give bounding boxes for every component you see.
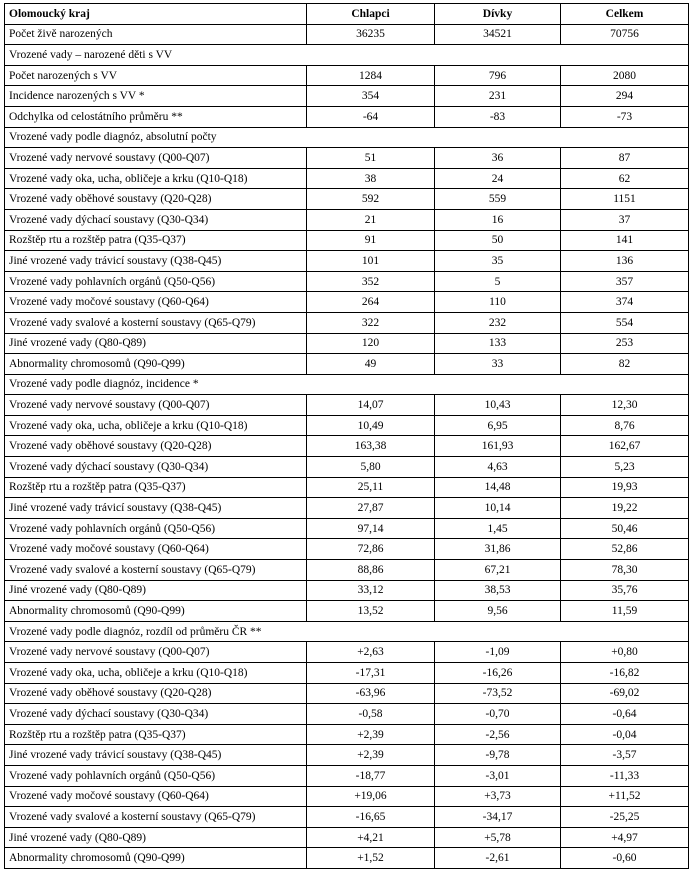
row-label: Vrozené vady svalové a kosterní soustavy (Q65-Q79) [5, 807, 307, 828]
table-row [5, 415, 689, 436]
value-boys: 14,07 [307, 395, 435, 416]
value-girls: 33 [435, 354, 561, 375]
row-label: Vrozené vady pohlavních orgánů (Q50-Q56) [5, 765, 307, 786]
value-girls: 110 [435, 292, 561, 313]
value-total: -16,82 [561, 663, 689, 684]
value-boys: 21 [307, 209, 435, 230]
row-label: Vrozené vady oběhové soustavy (Q20-Q28) [5, 683, 307, 704]
table-row [5, 106, 689, 127]
value-girls: -1,09 [435, 642, 561, 663]
value-girls: 232 [435, 312, 561, 333]
row-label: Vrozené vady nervové soustavy (Q00-Q07) [5, 395, 307, 416]
value-boys: +1,52 [307, 848, 435, 869]
value-girls: 36 [435, 148, 561, 169]
value-boys: 163,38 [307, 436, 435, 457]
value-total: 162,67 [561, 436, 689, 457]
header-row [5, 4, 689, 25]
section-row [5, 127, 689, 148]
table-row [5, 292, 689, 313]
value-girls: 231 [435, 86, 561, 107]
table-row [5, 724, 689, 745]
value-girls: 1,45 [435, 518, 561, 539]
value-girls: -16,26 [435, 663, 561, 684]
table-row [5, 65, 689, 86]
value-girls: -83 [435, 106, 561, 127]
value-boys: 101 [307, 251, 435, 272]
row-label: Abnormality chromosomů (Q90-Q99) [5, 848, 307, 869]
document-page [4, 3, 688, 869]
value-total: -0,60 [561, 848, 689, 869]
value-total: -25,25 [561, 807, 689, 828]
row-label: Jiné vrozené vady trávicí soustavy (Q38-Q45) [5, 251, 307, 272]
table-row [5, 518, 689, 539]
row-label: Incidence narozených s VV * [5, 86, 307, 107]
row-label: Jiné vrozené vady (Q80-Q89) [5, 580, 307, 601]
value-boys: 10,49 [307, 415, 435, 436]
value-boys: 322 [307, 312, 435, 333]
value-boys: 354 [307, 86, 435, 107]
header-region: Olomoucký kraj [5, 4, 307, 25]
value-girls: +5,78 [435, 827, 561, 848]
value-girls: 10,43 [435, 395, 561, 416]
value-total: 374 [561, 292, 689, 313]
value-total: 35,76 [561, 580, 689, 601]
section-label: Vrozené vady – narozené děti s VV [5, 45, 689, 66]
row-label: Jiné vrozené vady trávicí soustavy (Q38-Q45) [5, 498, 307, 519]
value-total: 253 [561, 333, 689, 354]
value-girls: 4,63 [435, 457, 561, 478]
table-row [5, 251, 689, 272]
row-label: Vrozené vady oka, ucha, obličeje a krku (Q10-Q18) [5, 415, 307, 436]
table-row [5, 827, 689, 848]
row-label: Vrozené vady oběhové soustavy (Q20-Q28) [5, 436, 307, 457]
table-row [5, 354, 689, 375]
header-boys: Chlapci [307, 4, 435, 25]
value-total: 2080 [561, 65, 689, 86]
value-total: 52,86 [561, 539, 689, 560]
value-boys: 27,87 [307, 498, 435, 519]
value-boys: 592 [307, 189, 435, 210]
value-girls: 6,95 [435, 415, 561, 436]
row-label: Vrozené vady nervové soustavy (Q00-Q07) [5, 148, 307, 169]
value-girls: 161,93 [435, 436, 561, 457]
row-label: Abnormality chromosomů (Q90-Q99) [5, 354, 307, 375]
table-row [5, 745, 689, 766]
row-label: Vrozené vady pohlavních orgánů (Q50-Q56) [5, 518, 307, 539]
statistics-table [4, 3, 689, 869]
row-label: Odchylka od celostátního průměru ** [5, 106, 307, 127]
value-total: 554 [561, 312, 689, 333]
value-total: 294 [561, 86, 689, 107]
row-label: Jiné vrozené vady trávicí soustavy (Q38-Q45) [5, 745, 307, 766]
row-label: Vrozené vady dýchací soustavy (Q30-Q34) [5, 209, 307, 230]
value-girls: -0,70 [435, 704, 561, 725]
value-boys: 264 [307, 292, 435, 313]
row-label: Vrozené vady svalové a kosterní soustavy (Q65-Q79) [5, 312, 307, 333]
table-row [5, 395, 689, 416]
value-boys: 49 [307, 354, 435, 375]
table-row [5, 148, 689, 169]
table-row [5, 209, 689, 230]
value-girls: +3,73 [435, 786, 561, 807]
value-girls: 67,21 [435, 560, 561, 581]
value-girls: 796 [435, 65, 561, 86]
row-label: Rozštěp rtu a rozštěp patra (Q35-Q37) [5, 477, 307, 498]
section-label: Vrozené vady podle diagnóz, rozdíl od průměru ČR ** [5, 621, 689, 642]
value-boys: 25,11 [307, 477, 435, 498]
value-total: +4,97 [561, 827, 689, 848]
table-row [5, 498, 689, 519]
value-girls: 31,86 [435, 539, 561, 560]
value-girls: 133 [435, 333, 561, 354]
value-total: 19,93 [561, 477, 689, 498]
header-total: Celkem [561, 4, 689, 25]
value-total: 12,30 [561, 395, 689, 416]
table-row [5, 786, 689, 807]
value-total: 50,46 [561, 518, 689, 539]
value-boys: 51 [307, 148, 435, 169]
row-label: Jiné vrozené vady (Q80-Q89) [5, 827, 307, 848]
value-total: 11,59 [561, 601, 689, 622]
value-boys: -16,65 [307, 807, 435, 828]
value-boys: -64 [307, 106, 435, 127]
value-girls: -73,52 [435, 683, 561, 704]
value-boys: -63,96 [307, 683, 435, 704]
table-row [5, 642, 689, 663]
value-boys: +2,63 [307, 642, 435, 663]
value-girls: -2,56 [435, 724, 561, 745]
value-boys: 33,12 [307, 580, 435, 601]
value-girls: 50 [435, 230, 561, 251]
value-boys: -17,31 [307, 663, 435, 684]
value-boys: 91 [307, 230, 435, 251]
value-total: 78,30 [561, 560, 689, 581]
table-row [5, 601, 689, 622]
row-label: Počet narozených s VV [5, 65, 307, 86]
table-row [5, 333, 689, 354]
value-boys: 352 [307, 271, 435, 292]
value-girls: 38,53 [435, 580, 561, 601]
value-total: 136 [561, 251, 689, 272]
table-row [5, 189, 689, 210]
value-boys: -0,58 [307, 704, 435, 725]
value-total: 1151 [561, 189, 689, 210]
value-boys: 5,80 [307, 457, 435, 478]
row-label: Rozštěp rtu a rozštěp patra (Q35-Q37) [5, 724, 307, 745]
value-girls: 16 [435, 209, 561, 230]
value-girls: -34,17 [435, 807, 561, 828]
table-row [5, 807, 689, 828]
table-row [5, 560, 689, 581]
row-label: Počet živě narozených [5, 24, 307, 45]
table-body [5, 24, 689, 868]
value-total: -11,33 [561, 765, 689, 786]
value-boys: 88,86 [307, 560, 435, 581]
section-row [5, 621, 689, 642]
value-total: -0,04 [561, 724, 689, 745]
value-boys: 120 [307, 333, 435, 354]
value-girls: 24 [435, 168, 561, 189]
row-label: Jiné vrozené vady (Q80-Q89) [5, 333, 307, 354]
value-total: -69,02 [561, 683, 689, 704]
table-row [5, 24, 689, 45]
row-label: Vrozené vady dýchací soustavy (Q30-Q34) [5, 704, 307, 725]
value-girls: 559 [435, 189, 561, 210]
value-total: 5,23 [561, 457, 689, 478]
section-row [5, 374, 689, 395]
value-girls: 9,56 [435, 601, 561, 622]
table-row [5, 683, 689, 704]
row-label: Rozštěp rtu a rozštěp patra (Q35-Q37) [5, 230, 307, 251]
value-girls: 34521 [435, 24, 561, 45]
value-boys: 38 [307, 168, 435, 189]
table-row [5, 86, 689, 107]
header-girls: Dívky [435, 4, 561, 25]
table-row [5, 168, 689, 189]
value-boys: 72,86 [307, 539, 435, 560]
section-label: Vrozené vady podle diagnóz, incidence * [5, 374, 689, 395]
value-total: 37 [561, 209, 689, 230]
value-total: +0,80 [561, 642, 689, 663]
value-boys: +2,39 [307, 745, 435, 766]
value-boys: -18,77 [307, 765, 435, 786]
value-boys: 1284 [307, 65, 435, 86]
row-label: Vrozené vady oka, ucha, obličeje a krku (Q10-Q18) [5, 663, 307, 684]
value-total: 87 [561, 148, 689, 169]
value-total: -3,57 [561, 745, 689, 766]
value-total: 70756 [561, 24, 689, 45]
table-row [5, 848, 689, 869]
value-girls: -9,78 [435, 745, 561, 766]
row-label: Vrozené vady močové soustavy (Q60-Q64) [5, 292, 307, 313]
value-total: 82 [561, 354, 689, 375]
table-row [5, 230, 689, 251]
row-label: Vrozené vady močové soustavy (Q60-Q64) [5, 539, 307, 560]
value-boys: 13,52 [307, 601, 435, 622]
value-total: -0,64 [561, 704, 689, 725]
table-row [5, 765, 689, 786]
value-total: 62 [561, 168, 689, 189]
value-boys: +4,21 [307, 827, 435, 848]
table-row [5, 477, 689, 498]
value-girls: 35 [435, 251, 561, 272]
value-girls: -3,01 [435, 765, 561, 786]
value-total: 141 [561, 230, 689, 251]
row-label: Vrozené vady svalové a kosterní soustavy (Q65-Q79) [5, 560, 307, 581]
value-girls: 14,48 [435, 477, 561, 498]
table-row [5, 580, 689, 601]
value-boys: 36235 [307, 24, 435, 45]
table-row [5, 663, 689, 684]
value-total: 357 [561, 271, 689, 292]
table-row [5, 312, 689, 333]
row-label: Vrozené vady pohlavních orgánů (Q50-Q56) [5, 271, 307, 292]
table-row [5, 457, 689, 478]
value-boys: 97,14 [307, 518, 435, 539]
value-boys: +2,39 [307, 724, 435, 745]
row-label: Vrozené vady oka, ucha, obličeje a krku (Q10-Q18) [5, 168, 307, 189]
table-row [5, 271, 689, 292]
value-total: +11,52 [561, 786, 689, 807]
value-girls: 5 [435, 271, 561, 292]
row-label: Vrozené vady dýchací soustavy (Q30-Q34) [5, 457, 307, 478]
value-girls: -2,61 [435, 848, 561, 869]
value-total: 19,22 [561, 498, 689, 519]
section-label: Vrozené vady podle diagnóz, absolutní počty [5, 127, 689, 148]
section-row [5, 45, 689, 66]
value-girls: 10,14 [435, 498, 561, 519]
row-label: Vrozené vady močové soustavy (Q60-Q64) [5, 786, 307, 807]
table-row [5, 704, 689, 725]
row-label: Vrozené vady nervové soustavy (Q00-Q07) [5, 642, 307, 663]
value-total: 8,76 [561, 415, 689, 436]
row-label: Abnormality chromosomů (Q90-Q99) [5, 601, 307, 622]
table-row [5, 539, 689, 560]
row-label: Vrozené vady oběhové soustavy (Q20-Q28) [5, 189, 307, 210]
value-total: -73 [561, 106, 689, 127]
table-row [5, 436, 689, 457]
value-boys: +19,06 [307, 786, 435, 807]
